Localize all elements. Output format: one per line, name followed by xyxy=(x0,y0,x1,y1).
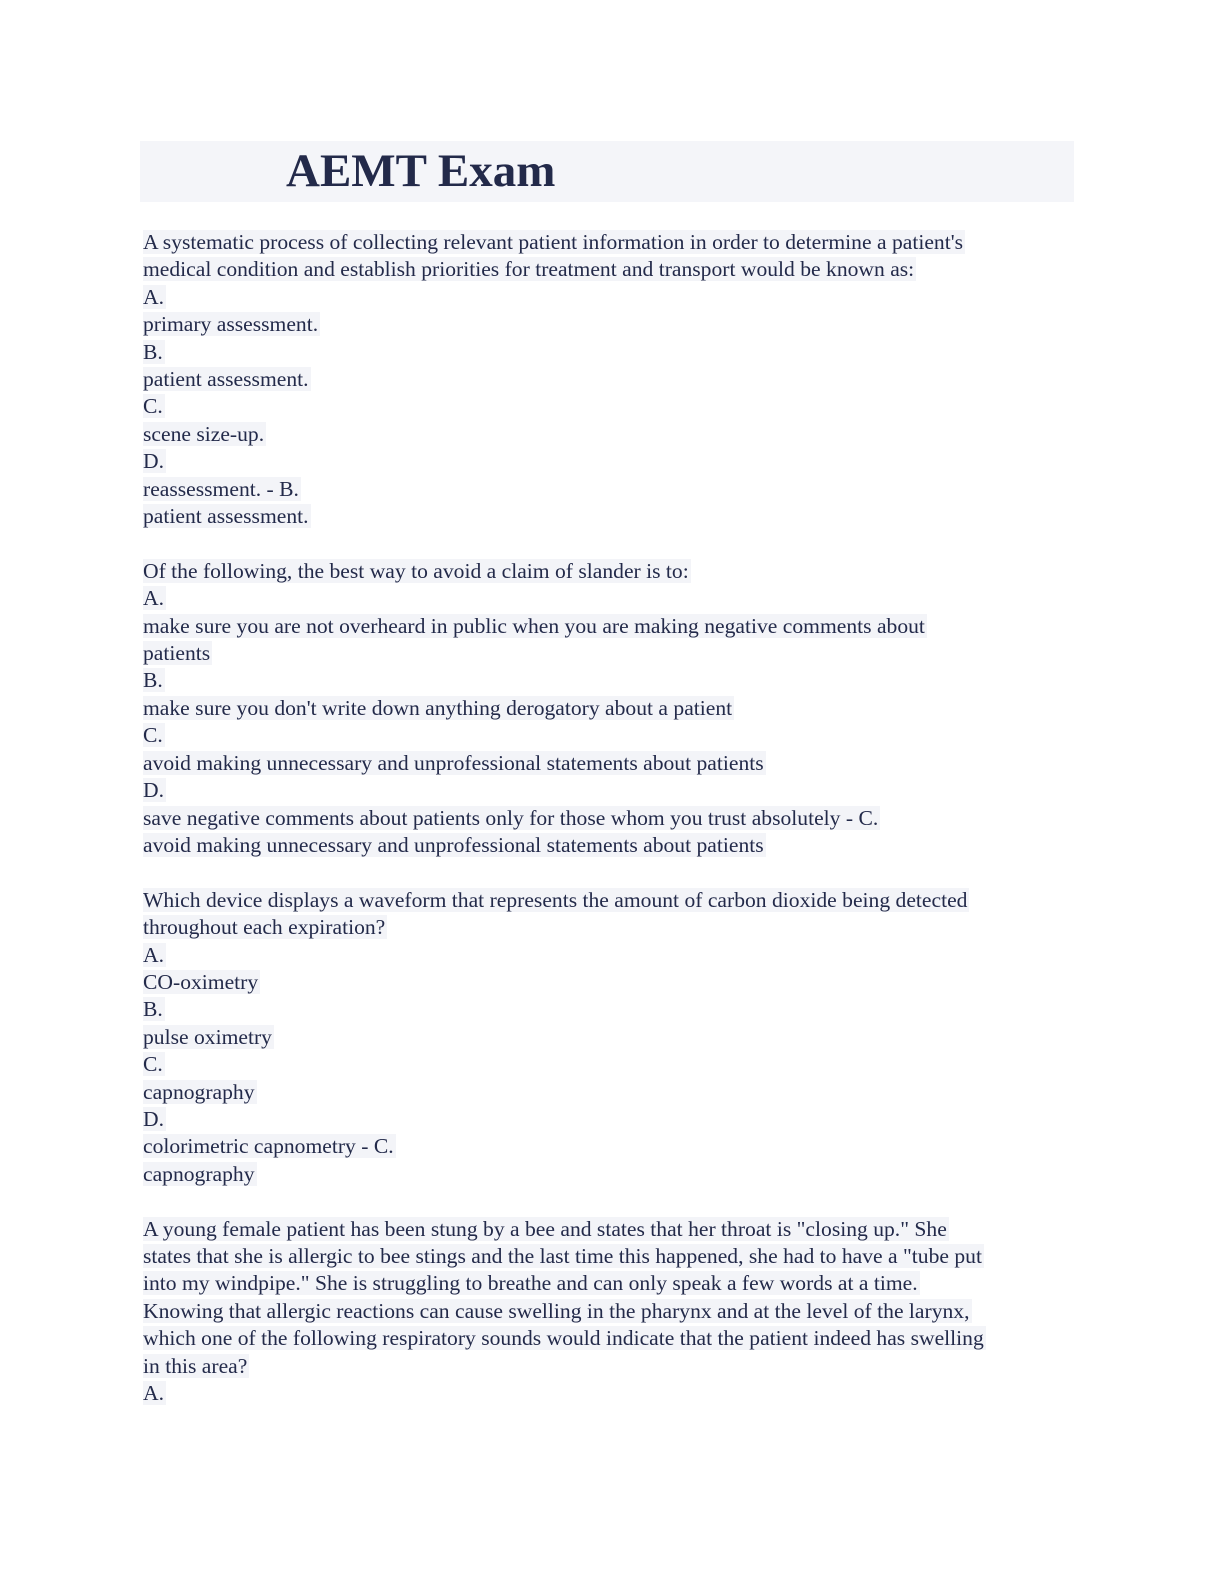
question-line: Of the following, the best way to avoid a claim of slander is to: xyxy=(143,558,689,583)
option-letter: B. xyxy=(143,339,163,364)
question-line: in this area? xyxy=(143,1353,248,1378)
answer-text: capnography xyxy=(143,1161,255,1186)
option-letter: D. xyxy=(143,778,164,803)
option-text: pulse oximetry xyxy=(143,1024,272,1049)
question-4 xyxy=(143,1216,1078,1408)
question-line: which one of the following respiratory sounds would indicate that the patient indeed has swelling xyxy=(143,1326,984,1351)
option-text: avoid making unnecessary and unprofessional statements about patients xyxy=(143,750,764,775)
option-letter: B. xyxy=(143,668,163,693)
question-1 xyxy=(143,229,1078,530)
option-text-with-answer: reassessment. - B. xyxy=(143,476,299,501)
option-letter: A. xyxy=(143,1381,164,1406)
option-text: make sure you don't write down anything derogatory about a patient xyxy=(143,695,733,720)
option-text: primary assessment. xyxy=(143,312,319,337)
title-band xyxy=(140,141,1074,202)
answer-text: avoid making unnecessary and unprofessional statements about patients xyxy=(143,832,764,857)
option-text-with-answer: save negative comments about patients only for those whom you trust absolutely - C. xyxy=(143,805,879,830)
question-3 xyxy=(143,887,1078,1188)
answer-text: patient assessment. xyxy=(143,504,309,529)
question-2 xyxy=(143,558,1078,859)
question-list xyxy=(143,229,1078,1435)
option-text: patient assessment. xyxy=(143,367,309,392)
option-letter: D. xyxy=(143,449,164,474)
question-line: Which device displays a waveform that represents the amount of carbon dioxide being detected xyxy=(143,887,968,912)
option-text: capnography xyxy=(143,1079,255,1104)
option-letter: C. xyxy=(143,1052,163,1077)
option-text: scene size-up. xyxy=(143,421,265,446)
option-text: CO-oximetry xyxy=(143,969,259,994)
question-line: into my windpipe." She is struggling to breathe and can only speak a few words at a time. xyxy=(143,1271,918,1296)
question-line: throughout each expiration? xyxy=(143,915,386,940)
document-title: AEMT Exam xyxy=(286,145,556,197)
option-letter: A. xyxy=(143,284,164,309)
option-letter: C. xyxy=(143,723,163,748)
option-text: make sure you are not overheard in public when you are making negative comments about xyxy=(143,613,925,638)
option-text: patients xyxy=(143,641,211,666)
option-letter: D. xyxy=(143,1106,164,1131)
question-line: states that she is allergic to bee stings and the last time this happened, she had to have a "tube put xyxy=(143,1243,982,1268)
question-line: A young female patient has been stung by a bee and states that her throat is "closing up." She xyxy=(143,1216,947,1241)
option-letter: C. xyxy=(143,394,163,419)
question-line: medical condition and establish priorities for treatment and transport would be known as: xyxy=(143,257,915,282)
option-letter: A. xyxy=(143,942,164,967)
option-text-with-answer: colorimetric capnometry - C. xyxy=(143,1134,394,1159)
option-letter: B. xyxy=(143,997,163,1022)
question-line: A systematic process of collecting relevant patient information in order to determine a patient's xyxy=(143,230,963,254)
option-letter: A. xyxy=(143,586,164,611)
question-line: Knowing that allergic reactions can cause swelling in the pharynx and at the level of the larynx, xyxy=(143,1298,970,1323)
